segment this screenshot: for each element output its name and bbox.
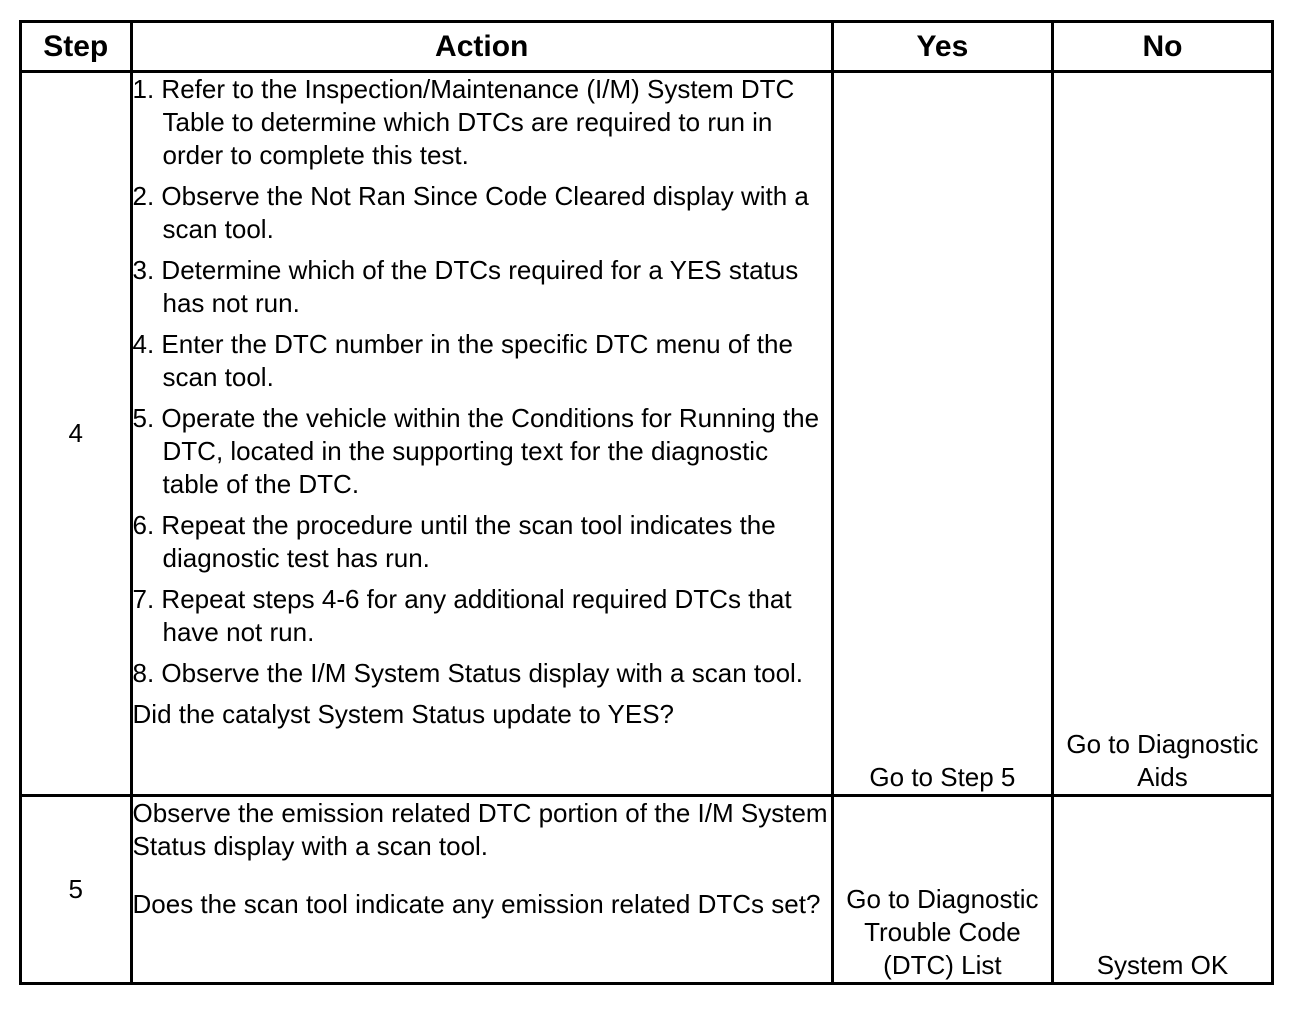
action-step-item: 3. Determine which of the DTCs required for a YES status has not run.	[132, 255, 799, 318]
header-no: No	[1052, 22, 1272, 72]
table-row-step-4	[21, 72, 1273, 796]
action-step-item: 5. Operate the vehicle within the Conditions for Running the DTC, located in the supporting text for the diagnostic table of the DTC.	[132, 403, 820, 499]
table-row-step-5	[21, 796, 1273, 984]
action-cell	[131, 796, 832, 984]
action-step-item: 8. Observe the I/M System Status display with a scan tool.	[132, 658, 804, 688]
header-action: Action	[131, 22, 832, 72]
action-cell	[131, 72, 832, 796]
step-number: 5	[21, 796, 132, 984]
action-step-item: 4. Enter the DTC number in the specific DTC menu of the scan tool.	[132, 329, 793, 392]
action-question: Does the scan tool indicate any emission related DTCs set?	[132, 889, 821, 919]
header-step: Step	[21, 22, 132, 72]
action-steps-list	[133, 73, 831, 690]
yes-result: Go to Diagnostic Trouble Code (DTC) List	[832, 796, 1052, 984]
header-row	[21, 22, 1273, 72]
action-step-item: 6. Repeat the procedure until the scan tool indicates the diagnostic test has run.	[132, 510, 776, 573]
action-step-item: 1. Refer to the Inspection/Maintenance (I/M) System DTC Table to determine which DTCs are required to run in order to complete this test.	[132, 74, 795, 170]
no-result: System OK	[1052, 796, 1272, 984]
yes-result: Go to Step 5	[832, 72, 1052, 796]
action-step-item: 2. Observe the Not Ran Since Code Cleared display with a scan tool.	[132, 181, 809, 244]
diagnostic-table	[19, 20, 1274, 985]
action-instruction: Observe the emission related DTC portion of the I/M System Status display with a scan tool.	[132, 798, 828, 861]
action-question: Did the catalyst System Status update to YES?	[132, 699, 674, 729]
header-yes: Yes	[832, 22, 1052, 72]
action-step-item: 7. Repeat steps 4-6 for any additional required DTCs that have not run.	[132, 584, 792, 647]
no-result: Go to Diagnostic Aids	[1052, 72, 1272, 796]
step-number: 4	[21, 72, 132, 796]
